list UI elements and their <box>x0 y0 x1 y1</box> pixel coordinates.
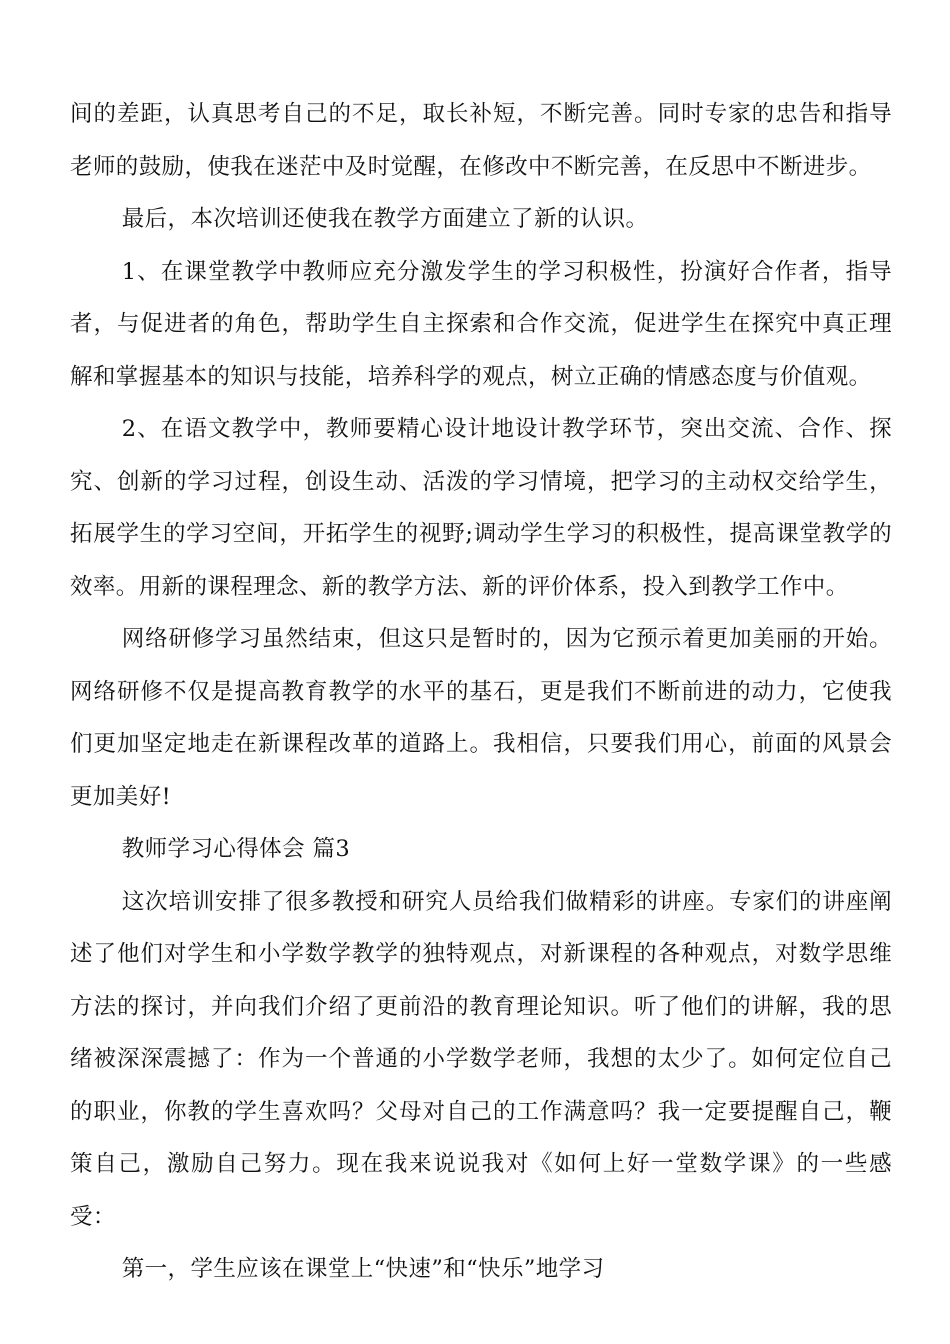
paragraph-continuation: 间的差距，认真思考自己的不足，取长补短，不断完善。同时专家的忠告和指导老师的鼓励，使我在迷茫中及时觉醒，在修改中不断完善，在反思中不断进步。 <box>70 101 892 180</box>
paragraph-training-intro: 这次培训安排了很多教授和研究人员给我们做精彩的讲座。专家们的讲座阐述了他们对学生和小学数学教学的独特观点，对新课程的各种观点，对数学思维方法的探讨，并向我们介绍了更前沿的教育理论知识。听了他们的讲解，我的思绪被深深震撼了：作为一个普通的小学数学老师，我想的太少了。如何定位自己的职业，你教的学生喜欢吗？父母对自己的工作满意吗？我一定要提醒自己，鞭策自己，激励自己努力。现在我来说说我对《如何上好一堂数学课》的一些感受： <box>70 888 892 1230</box>
document-page <box>70 88 892 1296</box>
paragraph-first-point: 第一，学生应该在课堂上“快速”和“快乐”地学习 <box>121 1256 605 1282</box>
paragraph-point-1: 1、在课堂教学中教师应充分激发学生的学习积极性，扮演好合作者，指导者，与促进者的角色，帮助学生自主探索和合作交流，促进学生在探究中真正理解和掌握基本的知识与技能，培养科学的观点，树立正确的情感态度与价值观。 <box>70 258 892 390</box>
section-heading: 教师学习心得体会 篇3 <box>121 836 351 862</box>
paragraph-point-2: 2、在语文教学中，教师要精心设计地设计教学环节，突出交流、合作、探究、创新的学习过程，创设生动、活泼的学习情境，把学习的主动权交给学生，拓展学生的学习空间，开拓学生的视野;调动学生学习的积极性，提高课堂教学的效率。用新的课程理念、新的教学方法、新的评价体系，投入到教学工作中。 <box>70 416 892 600</box>
paragraph-new-understanding: 最后，本次培训还使我在教学方面建立了新的认识。 <box>121 206 649 232</box>
paragraph-conclusion: 网络研修学习虽然结束，但这只是暂时的，因为它预示着更加美丽的开始。网络研修不仅是提高教育教学的水平的基石，更是我们不断前进的动力，它使我们更加坚定地走在新课程改革的道路上。我相信，只要我们用心，前面的风景会更加美好! <box>70 626 892 810</box>
